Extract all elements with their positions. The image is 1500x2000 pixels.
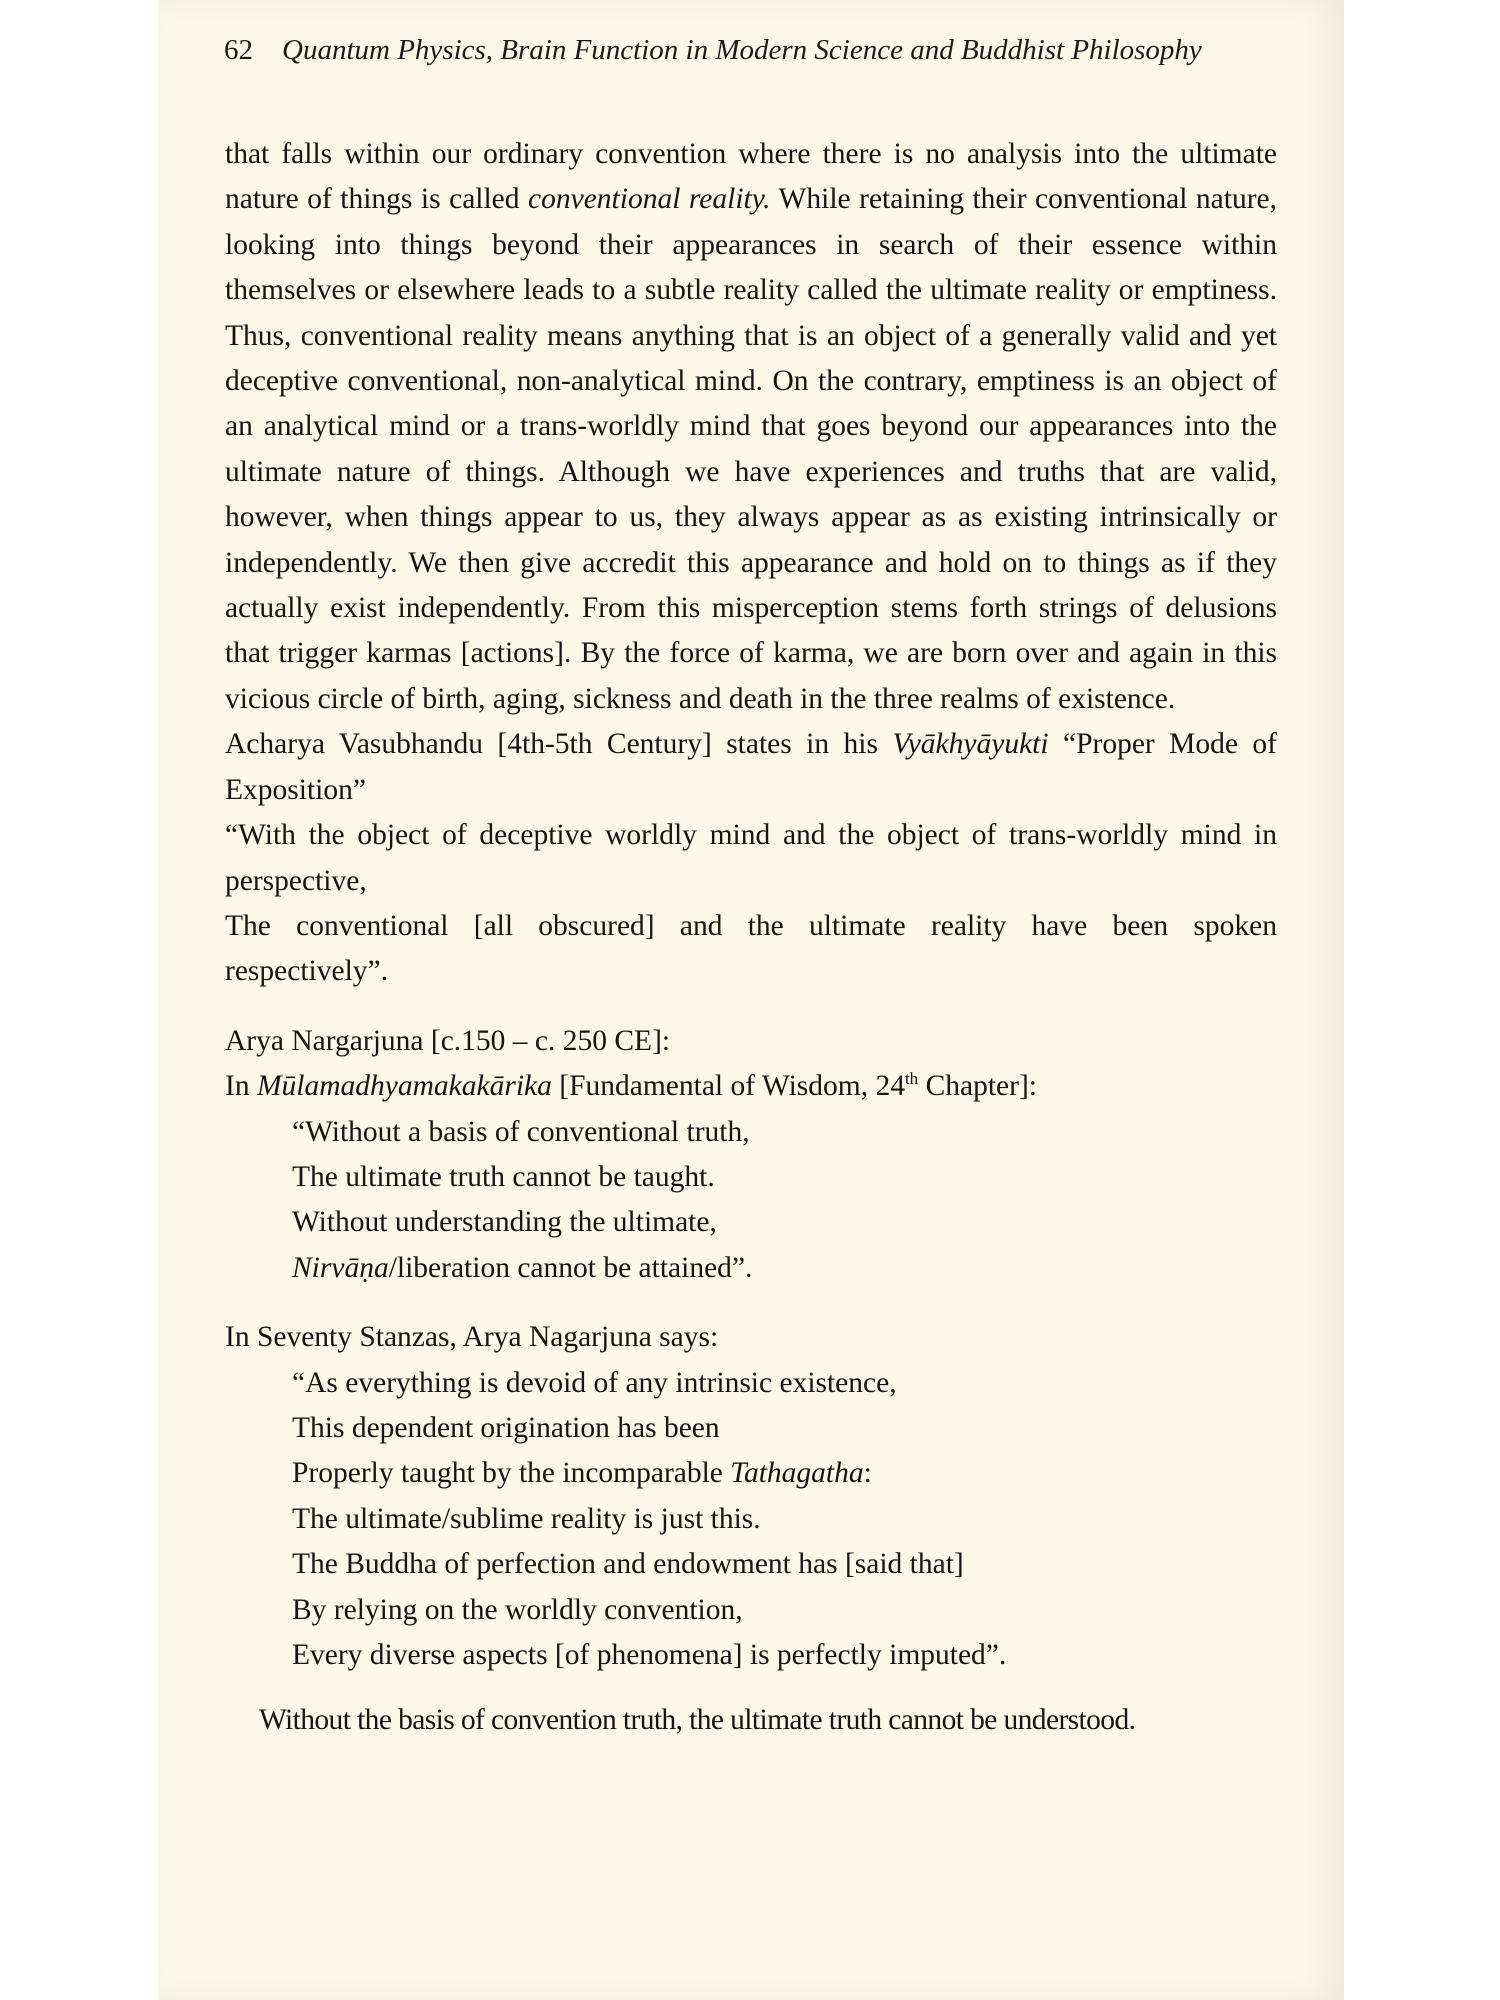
verse-line: This dependent origination has been	[292, 1411, 720, 1444]
running-header	[224, 34, 1279, 67]
verse-block	[225, 1110, 1277, 1292]
verse-line	[292, 1451, 1277, 1496]
running-title: Quantum Physics, Brain Function in Modern Science and Buddhist Philosophy	[282, 34, 1202, 66]
ordinal-suffix: th	[904, 1069, 919, 1089]
verse-line: The Buddha of perfection and endowment has [said that]	[292, 1548, 964, 1581]
page-number: 62	[224, 34, 253, 66]
nagarjuna-citation	[225, 1019, 1277, 1291]
verse-text: :	[863, 1457, 872, 1490]
verse-line: Every diverse aspects [of phenomena] is perfectly imputed”.	[292, 1639, 1007, 1671]
paragraph-conventional-reality	[225, 132, 1277, 722]
quote-vasubhandu-end: The conventional [all obscured] and the ultimate reality have been spoken respectively”.	[225, 909, 1277, 988]
verse-line: The ultimate/sublime reality is just this.	[292, 1502, 761, 1535]
stanzas-intro: In Seventy Stanzas, Arya Nagarjuna says:	[225, 1321, 719, 1354]
paragraph-text: that falls within our ordinary convention where there is no analysis into the ultimate nature of things is called	[225, 138, 1277, 216]
attribution: Arya Nargarjuna [c.150 – c. 250 CE]:	[225, 1024, 671, 1057]
term-nirvana: Nirvāṇa	[292, 1251, 389, 1284]
verse-text: Properly taught by the incomparable	[292, 1457, 731, 1490]
verse-line: The ultimate truth cannot be taught.	[292, 1160, 715, 1193]
paragraph-text: While retaining their conventional nature, looking into things beyond their appearances in search of their essence within themselves or elsewhere leads to a subtle reality called the ultimate reality or emptiness. Thus, conventional reality means anything that is an object of a generally valid and yet deceptive conventional, non-analytical mind. On the contrary, emptiness is an object of an analytical mind or a trans-worldly mind that goes beyond our appearances into the ultimate nature of things. Although we have experiences and truths that are valid, however, when things appear to us, they always appear as as existing intrinsically or independently. We then give accredit this appearance and hold on to things as if they actually exist independently. From this misperception stems forth strings of delusions that trigger karmas [actions]. By the force of karma, we are born over and again in this vicious circle of birth, aging, sickness and death in the three realms of existence.	[225, 183, 1277, 715]
work-title-mulamadhyamakakarika: Mūlamadhyamakakārika	[256, 1070, 552, 1103]
work-title-vyakhyayukti: Vyākhyāyukti	[892, 728, 1049, 761]
source-text: [Fundamental of Wisdom, 24	[551, 1070, 905, 1103]
source-text: Chapter]:	[918, 1070, 1037, 1103]
verse-line: “As everything is devoid of any intrinsic existence,	[292, 1366, 897, 1399]
verse-text: /liberation cannot be attained”.	[388, 1251, 753, 1284]
verse-line	[292, 1246, 1277, 1291]
closing-statement: Without the basis of convention truth, the ultimate truth cannot be understood.	[259, 1704, 1136, 1737]
source-line	[225, 1064, 1277, 1109]
verse-line: “Without a basis of conventional truth,	[292, 1115, 750, 1148]
term-conventional-reality: conventional reality.	[528, 183, 771, 216]
verse-line: Without understanding the ultimate,	[292, 1206, 717, 1239]
source-text: In	[225, 1070, 257, 1103]
paragraph-vasubhandu	[225, 722, 1277, 813]
paragraph-text: Acharya Vasubhandu [4th-5th Century] states in his	[225, 728, 893, 761]
page-body	[225, 132, 1277, 1744]
seventy-stanzas-citation	[225, 1315, 1277, 1678]
verse-block	[225, 1361, 1277, 1679]
term-tathagatha: Tathagatha	[730, 1457, 864, 1490]
verse-line: By relying on the worldly convention,	[292, 1593, 743, 1626]
quote-vasubhandu: “With the object of deceptive worldly mind and the object of trans-worldly mind in perspective,	[225, 819, 1277, 897]
paragraph-text: “Proper Mode of Exposition”	[225, 728, 1277, 806]
